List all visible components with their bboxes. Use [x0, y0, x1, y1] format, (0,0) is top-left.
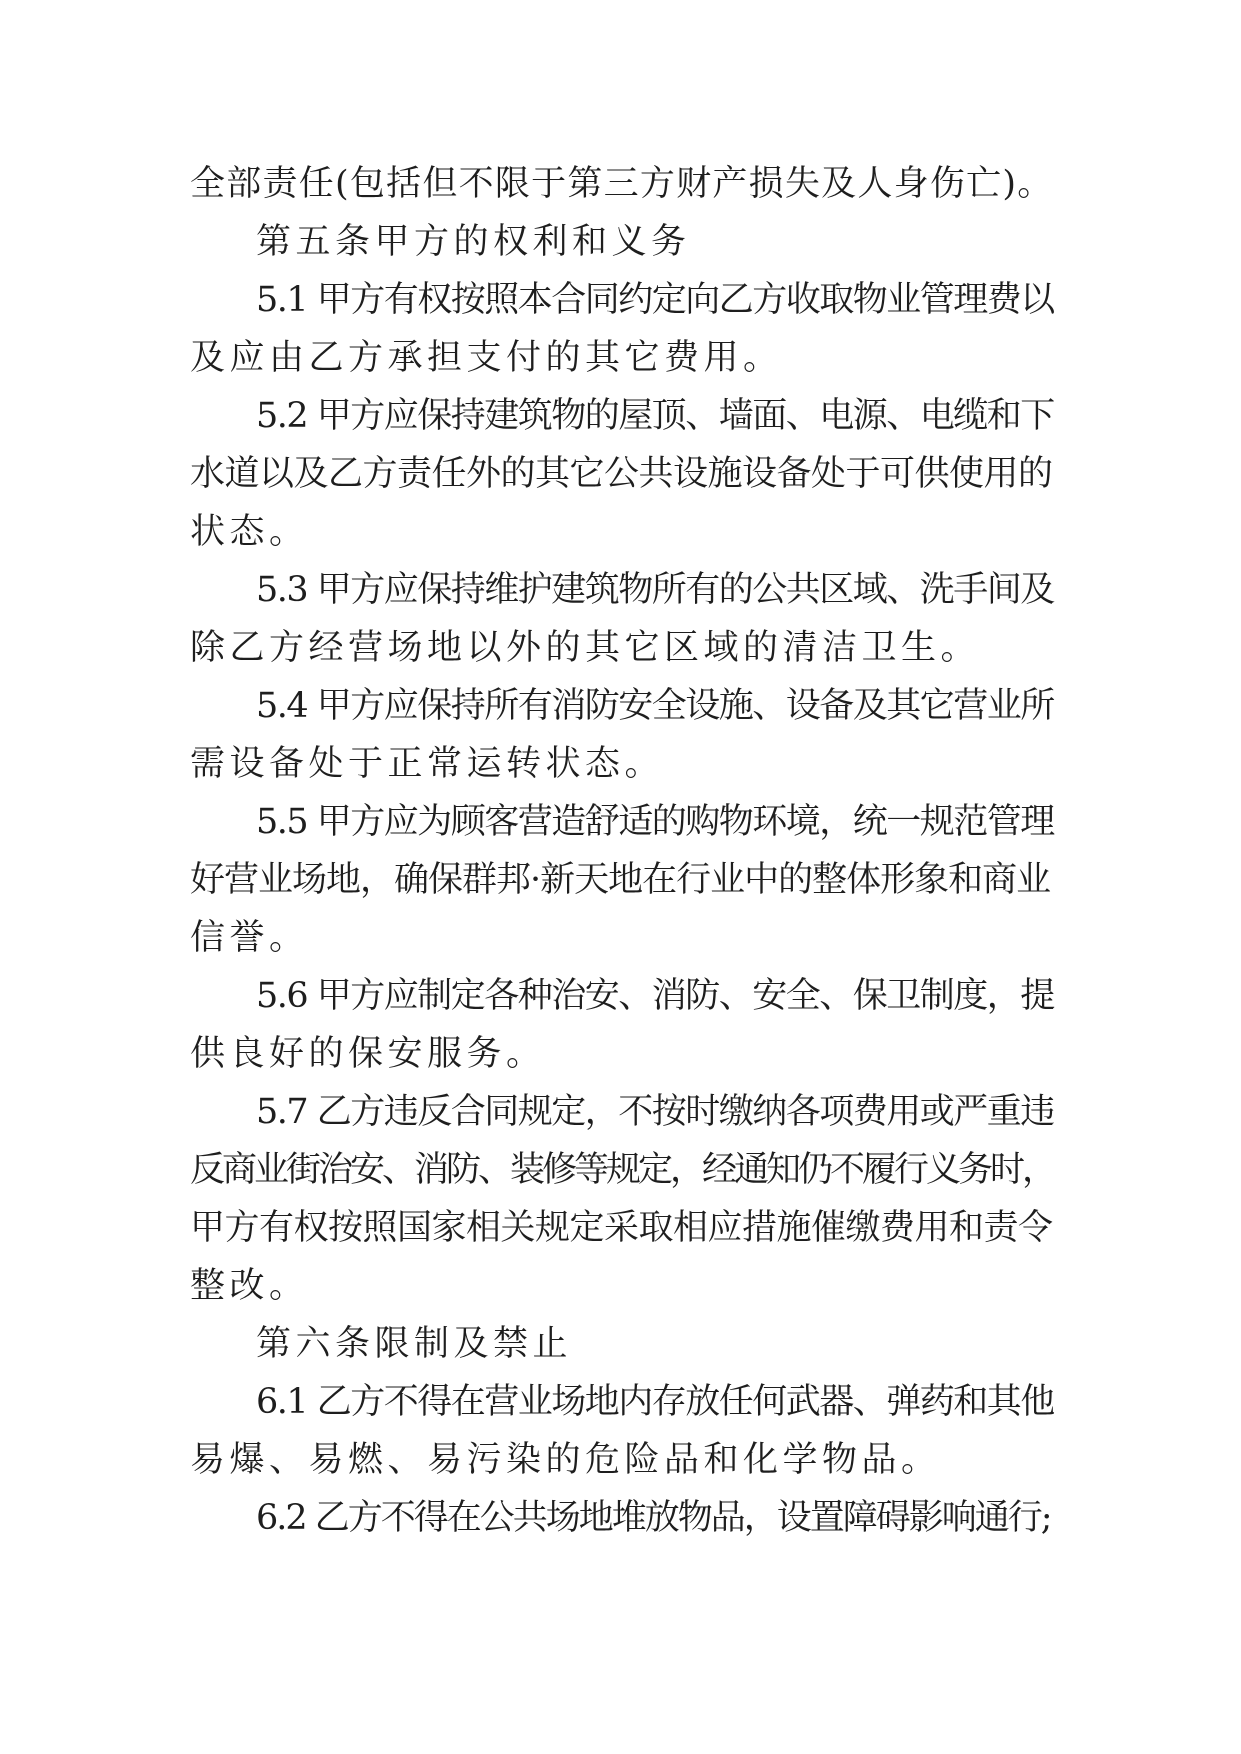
text-line: 需设备处于正常运转状态。	[190, 744, 665, 784]
text-line: 整改。	[190, 1266, 309, 1306]
text-line: 及应由乙方承担支付的其它费用。	[190, 338, 783, 378]
text-line: 5.7 乙方违反合同规定，不按时缴纳各项费用或严重违	[256, 1092, 1054, 1132]
text-line: 除乙方经营场地以外的其它区域的清洁卫生。	[190, 628, 981, 668]
text-line: 水道以及乙方责任外的其它公共设施设备处于可供使用的	[190, 454, 1053, 494]
text-line: 5.2 甲方应保持建筑物的屋顶、墙面、电源、电缆和下	[256, 396, 1054, 436]
document-body	[190, 155, 1055, 1547]
text-line: 6.1 乙方不得在营业场地内存放任何武器、弹药和其他	[256, 1382, 1054, 1422]
text-line: 6.2 乙方不得在公共场地堆放物品，设置障碍影响通行;	[256, 1498, 1051, 1538]
text-line: 全部责任(包括但不限于第三方财产损失及人身伤亡)。	[190, 164, 1054, 204]
text-line: 5.5 甲方应为顾客营造舒适的购物环境，统一规范管理	[256, 802, 1054, 842]
text-line: 供良好的保安服务。	[190, 1034, 546, 1074]
text-line: 5.4 甲方应保持所有消防安全设施、设备及其它营业所	[256, 686, 1054, 726]
text-line: 甲方有权按照国家相关规定采取相应措施催缴费用和责令	[190, 1208, 1053, 1248]
text-line: 反商业街治安、消防、装修等规定，经通知仍不履行义务时，	[190, 1150, 1055, 1190]
text-line: 第六条限制及禁止	[256, 1324, 573, 1364]
text-line: 5.6 甲方应制定各种治安、消防、安全、保卫制度，提	[256, 976, 1054, 1016]
text-line: 5.1 甲方有权按照本合同约定向乙方收取物业管理费以	[256, 280, 1054, 320]
text-line: 5.3 甲方应保持维护建筑物所有的公共区域、洗手间及	[256, 570, 1054, 610]
text-line: 信誉。	[190, 918, 309, 958]
text-line: 好营业场地，确保群邦·新天地在行业中的整体形象和商业	[190, 860, 1051, 900]
text-line: 第五条甲方的权利和义务	[256, 222, 691, 262]
text-line: 状态。	[190, 512, 309, 552]
text-line: 易爆、易燃、易污染的危险品和化学物品。	[190, 1440, 941, 1480]
